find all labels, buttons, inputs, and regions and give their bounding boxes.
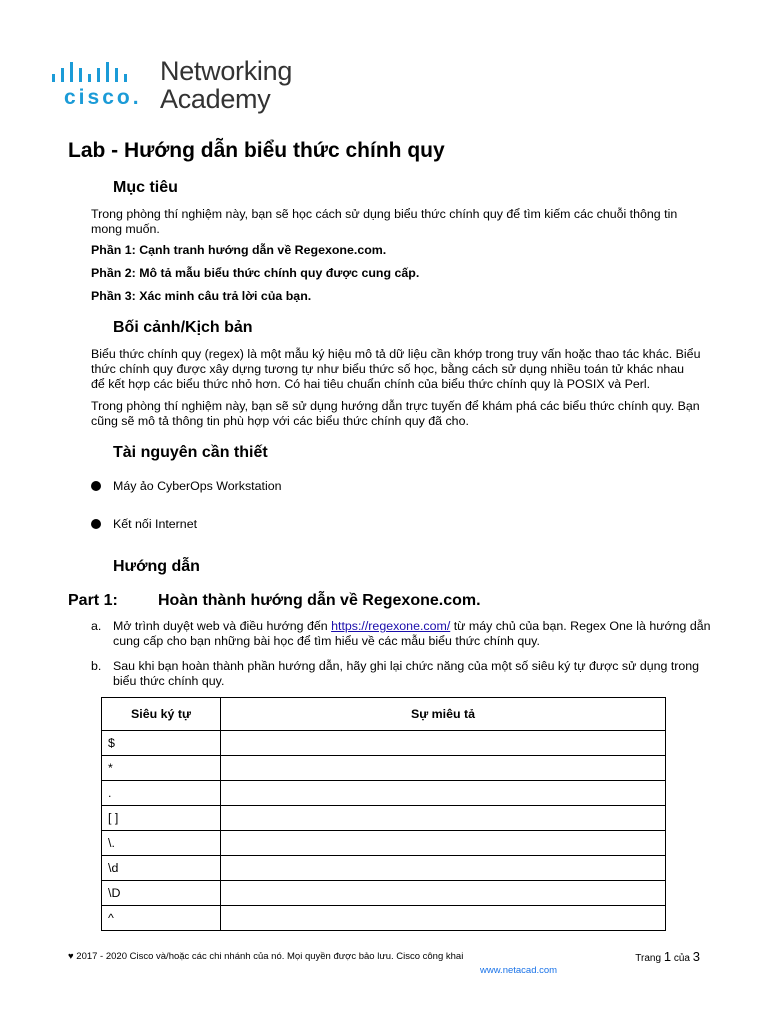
bullet-icon (91, 481, 101, 491)
netacad-link[interactable]: www.netacad.com (480, 965, 558, 976)
description-cell[interactable] (221, 756, 666, 781)
cisco-networking-academy-logo (52, 58, 312, 120)
step-a: a. Mở trình duyệt web và điều hướng đến https://regexone.com/ từ máy chủ của bạn. Regex One là hướng dẫn cung cấp cho bạn những bài học để tìm hiểu về các mẫu biểu thức chính quy. (91, 619, 711, 648)
table-header-row (102, 698, 666, 731)
description-cell[interactable] (221, 856, 666, 881)
background-paragraph-2: Trong phòng thí nghiệm này, bạn sẽ sử dụng hướng dẫn trực tuyến để khám phá các biểu thức chính quy. Bạn cũng sẽ mô tả thông tin phù hợp với các biểu thức chính quy đã cho. (91, 399, 700, 428)
objectives-heading: Mục tiêu (113, 179, 178, 196)
logo-networking: Networking (160, 56, 293, 86)
page-title: Lab - Hướng dẫn biểu thức chính quy (68, 139, 445, 162)
resource-item: Kết nối Internet (91, 517, 197, 531)
table-row: $ (102, 731, 666, 756)
resource-item: Máy ảo CyberOps Workstation (91, 479, 281, 493)
background-paragraph-1: Biểu thức chính quy (regex) là một mẫu ký hiệu mô tả dữ liệu cần khớp trong truy vấn hoặc thao tác khác. Biểu thức chính quy được xây dựng tương tự như biểu thức số học, bằng cách sử dụng nhiều toán tử khác nhau để kết hợp các biểu thức nhỏ hơn. Có hai tiêu chuẩn chính của biểu thức chính quy là POSIX và Perl. (91, 347, 701, 391)
col-description: Sự miêu tả (221, 698, 666, 731)
background-heading: Bối cảnh/Kịch bản (113, 319, 253, 336)
table-row: ^ (102, 906, 666, 931)
description-cell[interactable] (221, 731, 666, 756)
resources-heading: Tài nguyên cần thiết (113, 444, 268, 461)
description-cell[interactable] (221, 831, 666, 856)
footer-copyright: ♥ 2017 - 2020 Cisco và/hoặc các chi nhánh của nó. Mọi quyền được bảo lưu. Cisco công khai (68, 951, 464, 962)
description-cell[interactable] (221, 881, 666, 906)
objectives-intro: Trong phòng thí nghiệm này, bạn sẽ học cách sử dụng biểu thức chính quy để tìm kiếm các chuỗi thông tin mong muốn. (91, 207, 678, 236)
table-row: [ ] (102, 806, 666, 831)
metacharacter-table (101, 697, 666, 931)
regexone-link[interactable]: https://regexone.com/ (331, 619, 451, 633)
page-number: Trang 1 của 3 (635, 949, 700, 964)
step-b: b. Sau khi bạn hoàn thành phần hướng dẫn, hãy ghi lại chức năng của một số siêu ký tự được sử dụng trong biểu thức chính quy. (91, 659, 700, 688)
col-metacharacter: Siêu ký tự (102, 698, 221, 731)
table-row: \. (102, 831, 666, 856)
logo-academy: Academy (160, 84, 271, 114)
description-cell[interactable] (221, 781, 666, 806)
objective-part-2: Phần 2: Mô tả mẫu biểu thức chính quy được cung cấp. (91, 266, 420, 280)
table-row: * (102, 756, 666, 781)
table-row: . (102, 781, 666, 806)
bullet-icon (91, 519, 101, 529)
table-row: \d (102, 856, 666, 881)
instructions-heading: Hướng dẫn (113, 558, 200, 575)
part-1-label: Part 1: (68, 592, 118, 609)
objective-part-3: Phần 3: Xác minh câu trả lời của bạn. (91, 289, 312, 303)
table-row: \D (102, 881, 666, 906)
part-1-heading (68, 592, 481, 610)
objective-part-1: Phần 1: Cạnh tranh hướng dẫn về Regexone.com. (91, 243, 387, 257)
cisco-wordmark: cisco. (64, 86, 142, 109)
part-1-title: Hoàn thành hướng dẫn về Regexone.com. (158, 592, 481, 609)
description-cell[interactable] (221, 906, 666, 931)
description-cell[interactable] (221, 806, 666, 831)
